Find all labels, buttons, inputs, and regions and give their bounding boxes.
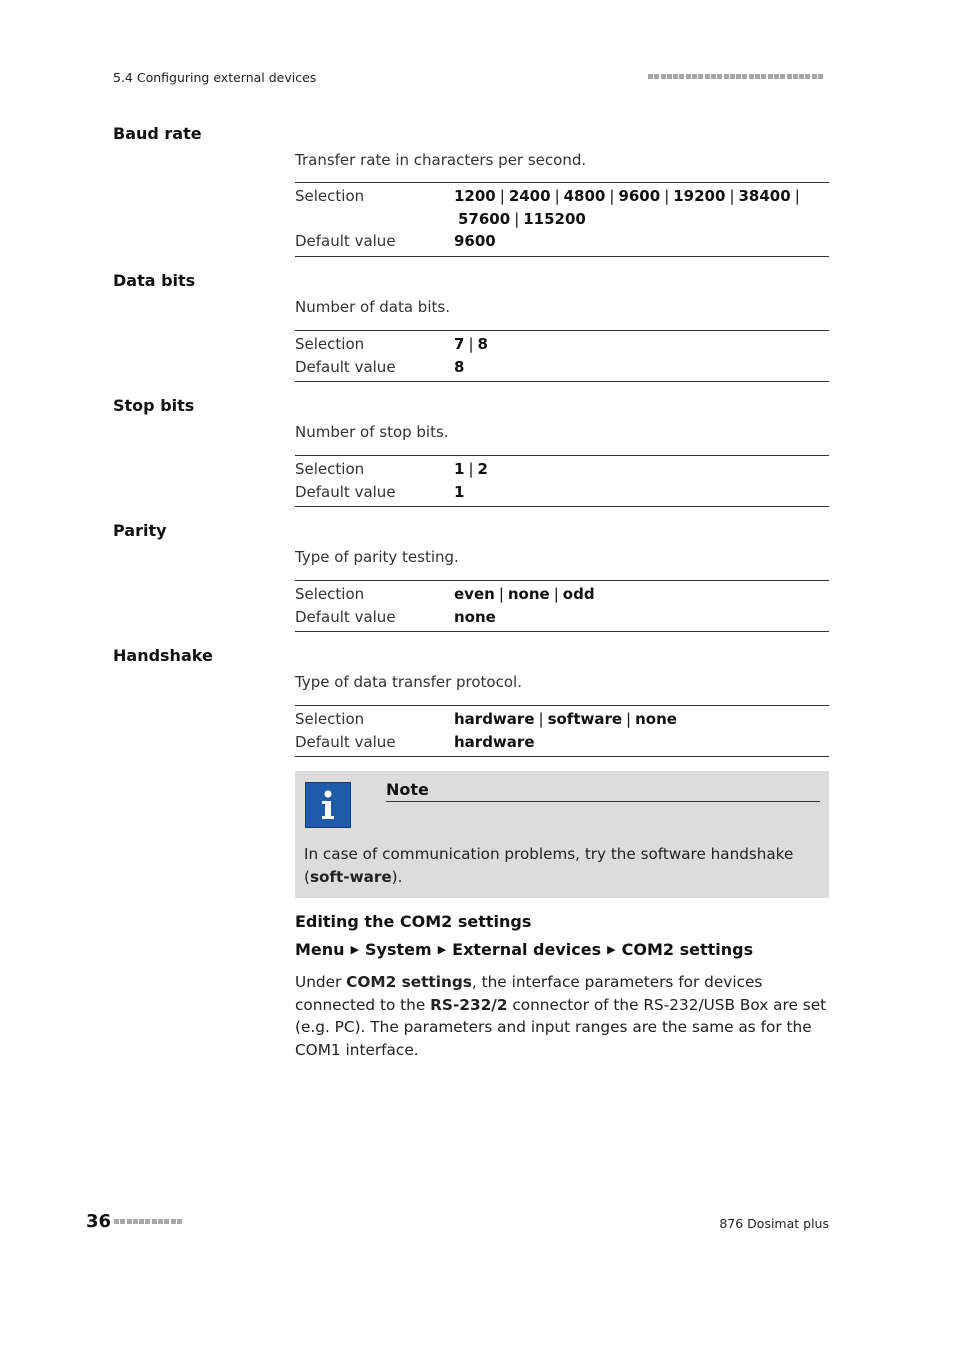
default-value: 1 <box>454 482 465 501</box>
default-row <box>295 606 829 629</box>
default-label: Default value <box>295 232 396 250</box>
option-value: 1 <box>454 460 465 478</box>
param-description: Transfer rate in characters per second. <box>295 151 587 169</box>
menu-path <box>295 940 753 959</box>
option-value: 1200 <box>454 187 496 205</box>
default-row <box>295 481 829 504</box>
option-value: 7 <box>454 335 465 353</box>
selection-label: Selection <box>295 335 365 353</box>
note-box <box>295 771 829 898</box>
selection-row <box>295 185 829 230</box>
menu-path-item: System <box>365 940 432 959</box>
default-label: Default value <box>295 732 396 751</box>
selection-row: Selection 7 | 8 <box>295 333 829 356</box>
default-value: hardware <box>454 732 535 751</box>
selection-row: Selection even | none | odd <box>295 583 829 606</box>
selection-label: Selection <box>295 187 365 205</box>
default-label: Default value <box>295 607 396 626</box>
option-value: 2400 <box>508 187 551 205</box>
option-value: 38400 <box>738 187 791 205</box>
param-title-baud-rate: Baud rate <box>113 124 202 143</box>
running-header: 5.4 Configuring external devices <box>113 70 317 85</box>
option-value: 8 <box>477 335 488 353</box>
param-table-parity <box>295 580 829 632</box>
footer-product: 876 Dosimat plus <box>719 1216 829 1231</box>
note-text: In case of communication problems, try the software handshake (soft-ware). <box>304 845 794 886</box>
param-title-stop-bits: Stop bits <box>113 396 195 415</box>
default-row <box>295 731 829 754</box>
triangle-right-icon: ▶ <box>607 943 616 956</box>
menu-path-item: COM2 settings <box>621 940 754 959</box>
selection-label: Selection <box>295 460 365 478</box>
menu-path-item: Menu <box>295 940 345 959</box>
param-description: Number of data bits. <box>295 298 450 316</box>
default-label: Default value <box>295 482 396 501</box>
param-description: Type of parity testing. <box>295 548 459 566</box>
option-value: 9600 <box>618 187 661 205</box>
param-table-stop-bits <box>295 455 829 507</box>
info-icon <box>305 782 351 828</box>
header-dot-bar <box>648 74 824 79</box>
option-value: 2 <box>477 460 488 478</box>
param-title-data-bits: Data bits <box>113 271 196 290</box>
param-title-handshake: Handshake <box>113 646 213 665</box>
option-value: hardware <box>454 710 535 728</box>
selection-row: Selection 1 | 2 <box>295 458 829 481</box>
selection-values: 1200 | 2400 | 4800 | 9600 | 19200 | 38400 | 57600 | 115200 <box>454 187 800 228</box>
option-value: 57600 <box>458 209 511 228</box>
triangle-right-icon: ▶ <box>437 943 447 956</box>
note-title: Note <box>386 780 820 802</box>
default-row <box>295 356 829 379</box>
param-table-baud-rate <box>295 182 829 257</box>
param-title-parity: Parity <box>113 521 167 540</box>
option-value: 19200 <box>673 187 726 205</box>
param-table-data-bits <box>295 330 829 382</box>
body-paragraph: Under COM2 settings, the interface parameters for devices connected to the RS-232/2 connector of the RS-232/USB Box are set (e.g. PC). The parameters and input ranges are the same as for the COM1 interface. <box>295 973 827 1060</box>
selection-label: Selection <box>295 585 365 603</box>
default-label: Default value <box>295 357 396 376</box>
default-value: none <box>454 607 496 626</box>
note-emphasis: soft-ware <box>309 867 392 886</box>
option-value: none <box>635 710 677 728</box>
selection-row: Selection hardware | software | none <box>295 708 829 731</box>
triangle-right-icon: ▶ <box>350 943 360 956</box>
menu-path-item: External devices <box>452 940 602 959</box>
section-title: Editing the COM2 settings <box>295 912 532 931</box>
option-value: 4800 <box>563 187 606 205</box>
page-number: 36 <box>86 1211 112 1232</box>
option-value: software <box>547 710 623 728</box>
footer-dot-bar <box>114 1219 183 1224</box>
option-value: 115200 <box>523 209 586 228</box>
default-row <box>295 230 829 253</box>
default-value: 8 <box>454 357 465 376</box>
option-value: odd <box>562 585 595 603</box>
param-table-handshake <box>295 705 829 757</box>
option-value: none <box>507 585 550 603</box>
option-value: even <box>454 585 495 603</box>
selection-label: Selection <box>295 710 365 728</box>
default-value: 9600 <box>454 232 496 250</box>
param-description: Number of stop bits. <box>295 423 449 441</box>
param-description: Type of data transfer protocol. <box>295 673 522 691</box>
